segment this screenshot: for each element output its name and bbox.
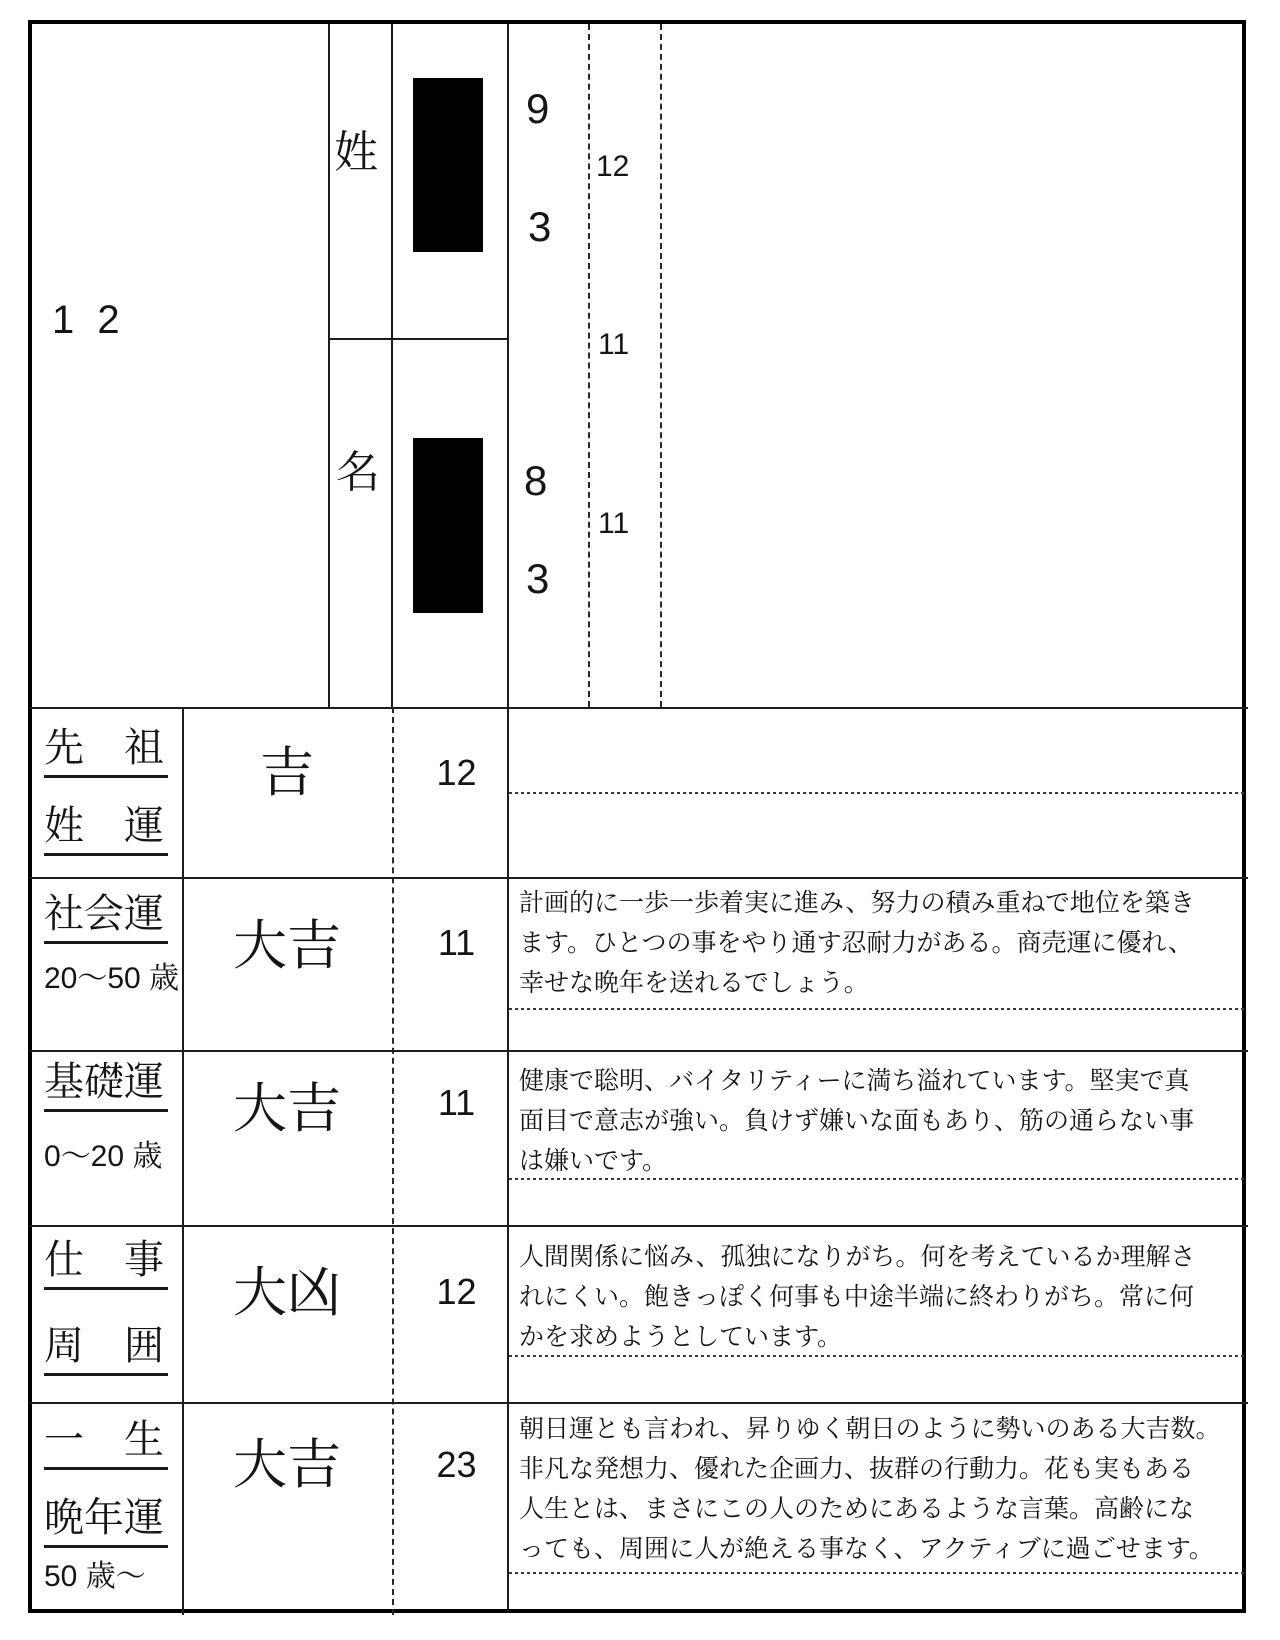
row4-description-line: れにくい。飽きっぽく何事も中途半端に終わりがち。常に何 bbox=[519, 1284, 1195, 1311]
dashed-guide-line-1 bbox=[588, 24, 590, 707]
row3-age-range: 0〜20 歳 bbox=[44, 1140, 163, 1173]
name-column-left-border bbox=[328, 24, 330, 707]
row4-number: 12 bbox=[436, 1271, 477, 1312]
givenname-stroke-count-2: 3 bbox=[526, 555, 550, 602]
person-number: 11 bbox=[598, 328, 630, 361]
row-divider-2 bbox=[30, 1050, 1248, 1052]
row3-label-foundation-luck: 基礎運 bbox=[44, 1062, 168, 1112]
row5-label-lifetime: 一 生 bbox=[44, 1420, 168, 1470]
row5-grade-badge: 大吉 bbox=[233, 1435, 341, 1495]
givenname-stroke-count-1: 8 bbox=[524, 457, 548, 504]
row5-age-range: 50 歳〜 bbox=[44, 1560, 146, 1593]
total-stroke-count: 1 2 bbox=[52, 298, 126, 342]
name-box-column-border bbox=[391, 24, 393, 707]
row5-description-line: 人生とは、まさにこの人のためにあるような言葉。高齢にな bbox=[519, 1496, 1195, 1523]
row4-description bbox=[519, 1238, 1235, 1358]
row5-description-line: 朝日運とも言われ、昇りゆく朝日のように勢いのある大吉数。 bbox=[519, 1416, 1221, 1443]
row1-label-surname-luck: 姓 運 bbox=[44, 806, 168, 856]
row1-label-ancestor: 先 祖 bbox=[44, 728, 168, 778]
surname-label: 姓 bbox=[334, 128, 378, 177]
row3-grade-badge: 大吉 bbox=[233, 1079, 341, 1139]
row2-grade-badge: 大吉 bbox=[233, 916, 341, 976]
row3-description-line: は嫌いです。 bbox=[519, 1148, 668, 1175]
row2-description-line: 計画的に一歩一歩着実に進み、努力の積み重ねで地位を築き bbox=[519, 890, 1195, 917]
row-divider-4 bbox=[30, 1402, 1248, 1404]
row5-number: 23 bbox=[436, 1444, 477, 1485]
content-column-left-border bbox=[507, 24, 509, 1613]
row5-label-late-years-luck: 晩年運 bbox=[44, 1498, 168, 1548]
dotted-separator-row5 bbox=[509, 1572, 1246, 1574]
dotted-separator-row2 bbox=[509, 1008, 1246, 1010]
row2-description-line: 幸せな晩年を送れるでしょう。 bbox=[519, 970, 869, 997]
row3-description bbox=[519, 1062, 1235, 1182]
surname-stroke-count-2: 3 bbox=[528, 203, 552, 250]
row1-number: 12 bbox=[436, 752, 477, 793]
dotted-separator-row1 bbox=[509, 792, 1246, 794]
row5-description-line: っても、周囲に人が絶える事なく、アクティブに過ごせます。 bbox=[519, 1536, 1214, 1563]
row4-description-line: 人間関係に悩み、孤独になりがち。何を考えているか理解さ bbox=[519, 1244, 1196, 1271]
row4-description-line: かを求めようとしています。 bbox=[519, 1324, 843, 1351]
dashed-guide-line-2 bbox=[660, 24, 662, 707]
section-divider bbox=[30, 707, 1248, 709]
heaven-number: 12 bbox=[596, 150, 630, 183]
row2-description bbox=[519, 884, 1235, 1004]
surname-givenname-divider bbox=[328, 338, 507, 340]
surname-stroke-count-1: 9 bbox=[526, 85, 550, 132]
table-outer-border bbox=[28, 20, 1246, 1613]
earth-number: 11 bbox=[598, 507, 630, 540]
row5-description-line: 非凡な発想力、優れた企画力、抜群の行動力。花も実もある bbox=[519, 1456, 1195, 1483]
row5-description bbox=[519, 1410, 1235, 1570]
row2-age-range: 20〜50 歳 bbox=[44, 962, 180, 995]
row-divider-3 bbox=[30, 1225, 1248, 1227]
givenname-label: 名 bbox=[336, 448, 380, 497]
row4-label-surroundings: 周 囲 bbox=[44, 1326, 168, 1376]
redacted-givenname-block bbox=[413, 438, 483, 613]
row-divider-1 bbox=[30, 877, 1248, 879]
row3-description-line: 健康で聡明、バイタリティーに満ち溢れています。堅実で真 bbox=[519, 1068, 1190, 1095]
row4-label-work: 仕 事 bbox=[44, 1240, 168, 1290]
redacted-surname-block bbox=[413, 78, 483, 252]
row4-grade-badge: 大凶 bbox=[233, 1263, 341, 1323]
row3-number: 11 bbox=[437, 1082, 476, 1123]
row3-description-line: 面目で意志が強い。負けず嫌いな面もあり、筋の通らない事 bbox=[519, 1108, 1195, 1135]
row2-description-line: ます。ひとつの事をやり通す忍耐力がある。商売運に優れ、 bbox=[519, 930, 1194, 957]
row2-number: 11 bbox=[437, 922, 476, 963]
row2-label-social-luck: 社会運 bbox=[44, 894, 168, 944]
row1-grade-badge: 吉 bbox=[260, 743, 314, 803]
